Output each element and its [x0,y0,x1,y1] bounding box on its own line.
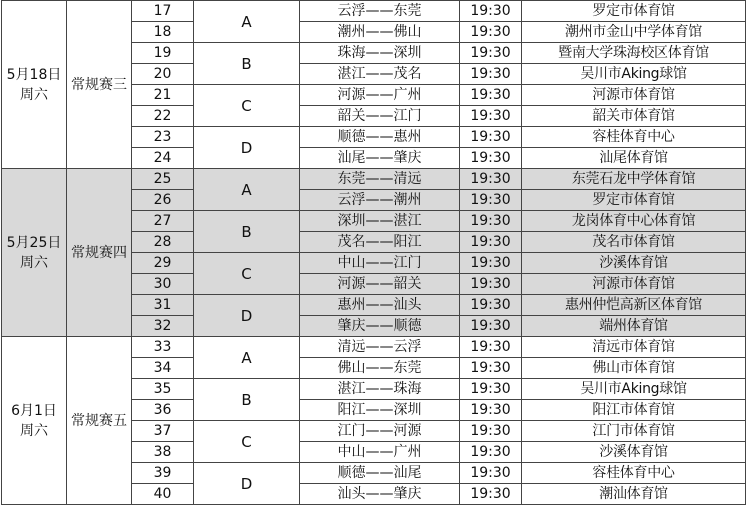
matchup-cell: 中山——广州 [300,442,460,463]
matchup-cell: 河源——广州 [300,85,460,106]
time-cell: 19:30 [460,148,522,169]
matchup-cell: 茂名——阳江 [300,232,460,253]
venue-cell: 容桂体育中心 [522,463,746,484]
game-number: 39 [132,463,194,484]
game-number: 19 [132,43,194,64]
time-cell: 19:30 [460,400,522,421]
matchup-cell: 惠州——汕头 [300,295,460,316]
time-cell: 19:30 [460,64,522,85]
date-text: 5月18日 [6,66,62,83]
time-cell: 19:30 [460,1,522,22]
game-number: 38 [132,442,194,463]
game-number: 23 [132,127,194,148]
venue-cell: 沙溪体育馆 [522,253,746,274]
matchup-cell: 清远——云浮 [300,337,460,358]
matchup-cell: 中山——江门 [300,253,460,274]
venue-cell: 惠州仲恺高新区体育馆 [522,295,746,316]
matchup-cell: 云浮——东莞 [300,1,460,22]
time-cell: 19:30 [460,85,522,106]
game-number: 29 [132,253,194,274]
group-cell: D [194,295,300,337]
venue-cell: 龙岗体育中心体育馆 [522,211,746,232]
game-number: 35 [132,379,194,400]
date-text: 6月1日 [11,402,57,419]
venue-cell: 清远市体育馆 [522,337,746,358]
schedule-table [1,0,746,505]
venue-cell: 江门市体育馆 [522,421,746,442]
venue-cell: 阳江市体育馆 [522,400,746,421]
time-cell: 19:30 [460,43,522,64]
game-number: 25 [132,169,194,190]
venue-cell: 汕尾体育馆 [522,148,746,169]
venue-cell: 河源市体育馆 [522,85,746,106]
group-cell: D [194,463,300,505]
time-cell: 19:30 [460,379,522,400]
matchup-cell: 肇庆——顺德 [300,316,460,337]
time-cell: 19:30 [460,274,522,295]
game-number: 24 [132,148,194,169]
group-cell: B [194,43,300,85]
group-cell: D [194,127,300,169]
venue-cell: 暨南大学珠海校区体育馆 [522,43,746,64]
game-number: 30 [132,274,194,295]
matchup-cell: 韶关——江门 [300,106,460,127]
matchup-cell: 湛江——珠海 [300,379,460,400]
time-cell: 19:30 [460,232,522,253]
round-cell: 常规赛四 [67,169,132,337]
game-number: 27 [132,211,194,232]
venue-cell: 佛山市体育馆 [522,358,746,379]
matchup-cell: 潮州——佛山 [300,22,460,43]
matchup-cell: 湛江——茂名 [300,64,460,85]
time-cell: 19:30 [460,316,522,337]
time-cell: 19:30 [460,211,522,232]
schedule-body [2,1,746,505]
matchup-cell: 顺德——汕尾 [300,463,460,484]
game-number: 21 [132,85,194,106]
time-cell: 19:30 [460,463,522,484]
group-cell: C [194,253,300,295]
game-number: 18 [132,22,194,43]
group-cell: A [194,337,300,379]
table-row [2,169,746,190]
time-cell: 19:30 [460,484,522,505]
matchup-cell: 珠海——深圳 [300,43,460,64]
date-cell [2,337,67,505]
venue-cell: 端州体育馆 [522,316,746,337]
round-cell: 常规赛三 [67,1,132,169]
time-cell: 19:30 [460,127,522,148]
matchup-cell: 东莞——清远 [300,169,460,190]
time-cell: 19:30 [460,358,522,379]
date-cell [2,1,67,169]
game-number: 17 [132,1,194,22]
matchup-cell: 阳江——深圳 [300,400,460,421]
time-cell: 19:30 [460,106,522,127]
venue-cell: 韶关市体育馆 [522,106,746,127]
game-number: 22 [132,106,194,127]
game-number: 40 [132,484,194,505]
group-cell: B [194,211,300,253]
group-cell: B [194,379,300,421]
time-cell: 19:30 [460,190,522,211]
venue-cell: 容桂体育中心 [522,127,746,148]
game-number: 33 [132,337,194,358]
table-row [2,337,746,358]
group-cell: A [194,169,300,211]
venue-cell: 茂名市体育馆 [522,232,746,253]
matchup-cell: 顺德——惠州 [300,127,460,148]
date-cell [2,169,67,337]
game-number: 36 [132,400,194,421]
matchup-cell: 深圳——湛江 [300,211,460,232]
venue-cell: 吴川市Aking球馆 [522,64,746,85]
venue-cell: 潮汕体育馆 [522,484,746,505]
time-cell: 19:30 [460,337,522,358]
time-cell: 19:30 [460,442,522,463]
matchup-cell: 江门——河源 [300,421,460,442]
venue-cell: 潮州市金山中学体育馆 [522,22,746,43]
game-number: 26 [132,190,194,211]
time-cell: 19:30 [460,22,522,43]
game-number: 31 [132,295,194,316]
time-cell: 19:30 [460,295,522,316]
weekday-text: 周六 [20,254,48,271]
matchup-cell: 河源——韶关 [300,274,460,295]
venue-cell: 东莞石龙中学体育馆 [522,169,746,190]
group-cell: C [194,85,300,127]
venue-cell: 吴川市Aking球馆 [522,379,746,400]
venue-cell: 罗定市体育馆 [522,190,746,211]
game-number: 32 [132,316,194,337]
game-number: 20 [132,64,194,85]
venue-cell: 罗定市体育馆 [522,1,746,22]
table-row [2,1,746,22]
game-number: 28 [132,232,194,253]
round-cell: 常规赛五 [67,337,132,505]
matchup-cell: 佛山——东莞 [300,358,460,379]
weekday-text: 周六 [20,86,48,103]
venue-cell: 河源市体育馆 [522,274,746,295]
date-text: 5月25日 [6,234,62,251]
venue-cell: 沙溪体育馆 [522,442,746,463]
time-cell: 19:30 [460,169,522,190]
matchup-cell: 汕尾——肇庆 [300,148,460,169]
matchup-cell: 汕头——肇庆 [300,484,460,505]
time-cell: 19:30 [460,421,522,442]
game-number: 34 [132,358,194,379]
group-cell: A [194,1,300,43]
weekday-text: 周六 [20,422,48,439]
matchup-cell: 云浮——潮州 [300,190,460,211]
time-cell: 19:30 [460,253,522,274]
group-cell: C [194,421,300,463]
game-number: 37 [132,421,194,442]
